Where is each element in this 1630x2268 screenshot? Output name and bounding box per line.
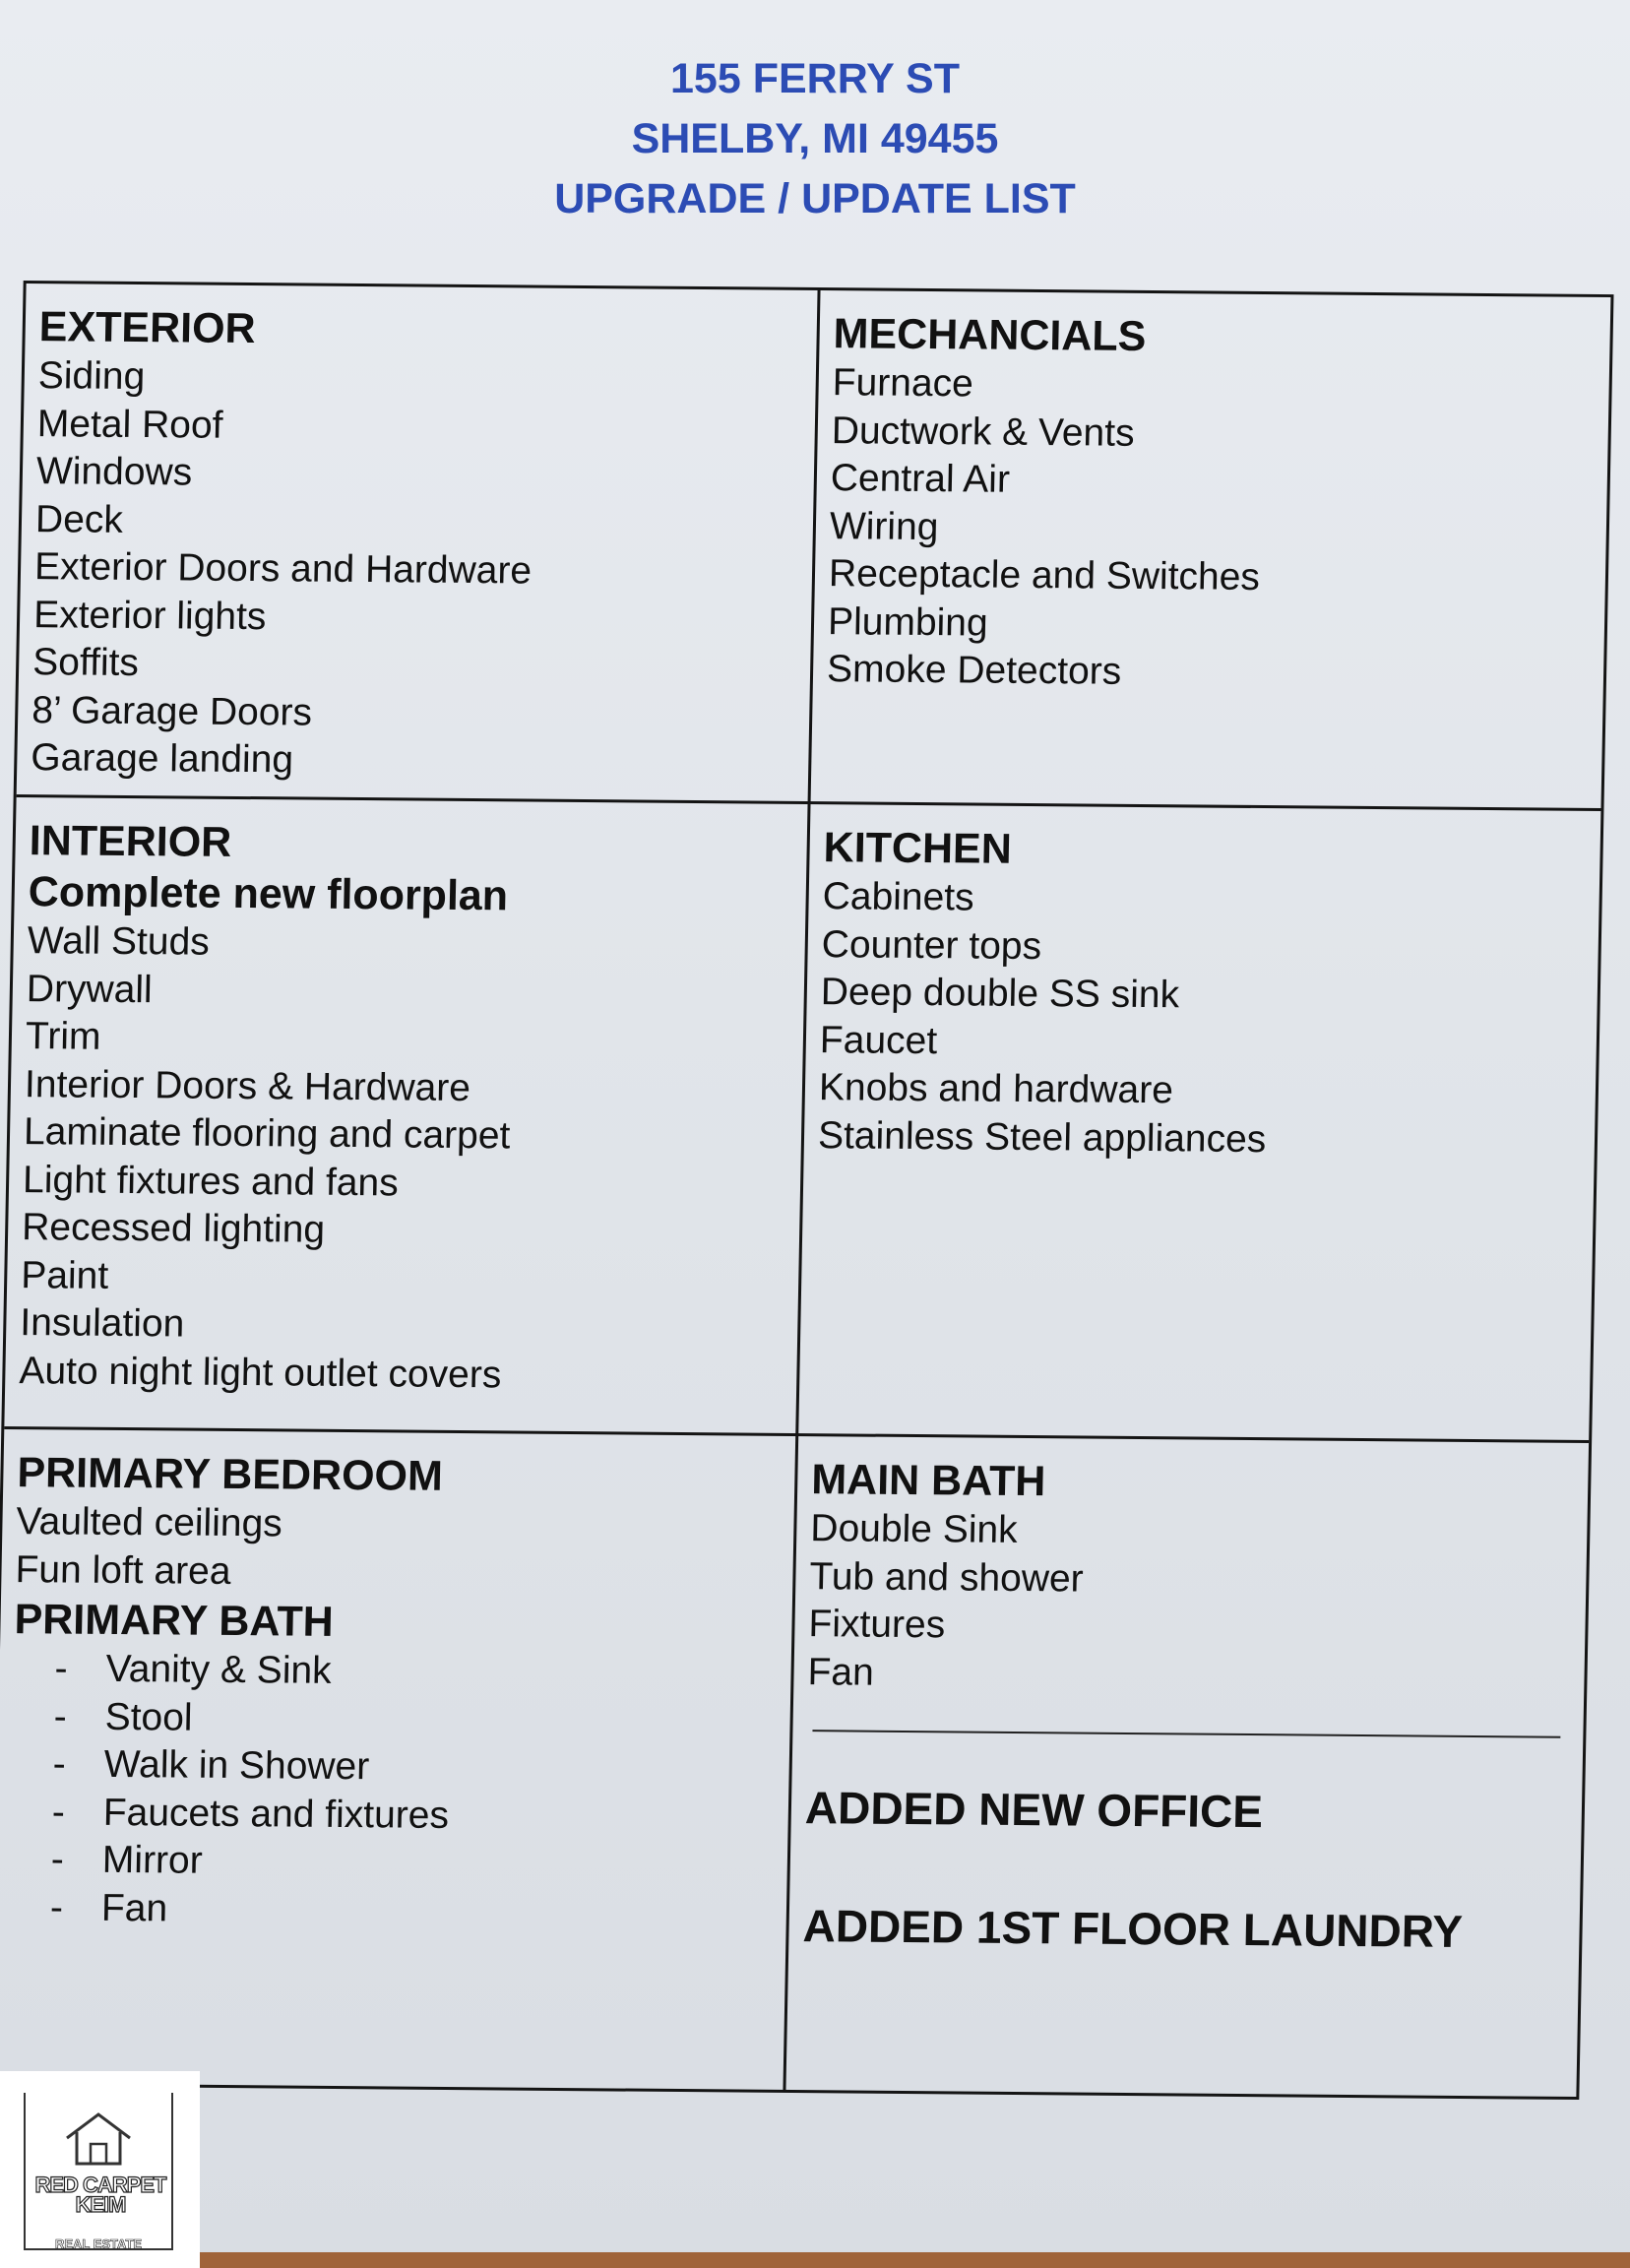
list-item: 8’ Garage Doors (31, 688, 313, 734)
interior-heading: INTERIOR (29, 817, 232, 866)
list-item: Cabinets (822, 875, 975, 919)
document-header (0, 49, 1630, 229)
red-carpet-keim-logo (0, 2071, 200, 2268)
list-item: Interior Doors & Hardware (24, 1062, 471, 1109)
list-item (12, 1693, 790, 1747)
dash-bullet: - (52, 1742, 67, 1786)
list-item: Exterior Doors and Hardware (33, 545, 533, 593)
dash-bullet: - (50, 1838, 65, 1881)
dash-bullet: - (53, 1694, 68, 1738)
list-item: Siding (37, 354, 146, 399)
list-item: Garage landing (30, 736, 294, 782)
address-line-2: SHELBY, MI 49455 (631, 115, 999, 162)
exterior-section (17, 284, 818, 788)
dash-bullet: - (49, 1885, 64, 1929)
list-item: Faucet (819, 1018, 938, 1062)
interior-subheading: Complete new floorplan (28, 868, 509, 920)
main-bath-heading: MAIN BATH (810, 1456, 1046, 1506)
main-bath-section (788, 1436, 1586, 1959)
list-item: Fixtures (808, 1603, 946, 1647)
list-item: Windows (35, 450, 193, 494)
interior-section (5, 797, 808, 1402)
list-item (9, 1836, 787, 1890)
list-item (13, 1645, 791, 1699)
logo-brand-text (22, 2175, 179, 2215)
list-item: Counter tops (821, 922, 1042, 968)
list-item-text: Stool (104, 1695, 194, 1739)
list-item: Recessed lighting (21, 1206, 326, 1251)
list-item-text: Vanity & Sink (105, 1647, 333, 1692)
list-item: Furnace (832, 361, 974, 406)
exterior-heading: EXTERIOR (38, 303, 257, 353)
table-surface-edge (0, 2252, 1630, 2268)
list-item: Double Sink (809, 1507, 1019, 1551)
list-item: Receptacle and Switches (828, 552, 1261, 598)
logo-brand-line-1: RED CARPET (34, 2173, 166, 2197)
list-item (10, 1789, 788, 1843)
divider-rule (812, 1730, 1560, 1738)
kitchen-section (804, 804, 1599, 1166)
list-item: Knobs and hardware (818, 1066, 1174, 1112)
list-item: Paint (20, 1253, 109, 1297)
primary-bedroom-heading: PRIMARY BEDROOM (16, 1449, 444, 1500)
list-item: Wiring (829, 504, 939, 548)
list-item: Trim (25, 1015, 101, 1058)
address-line-1: 155 FERRY ST (670, 55, 960, 102)
list-item (11, 1740, 789, 1795)
added-office-note: ADDED NEW OFFICE (804, 1782, 1264, 1838)
list-item: Wall Studs (27, 919, 211, 964)
list-item: Deep double SS sink (820, 971, 1180, 1017)
list-item: Tub and shower (809, 1554, 1085, 1601)
kitchen-heading: KITCHEN (823, 824, 1013, 873)
list-item: Drywall (26, 967, 154, 1011)
list-item: Fan (807, 1650, 875, 1694)
primary-bath-heading: PRIMARY BATH (14, 1596, 335, 1646)
list-item: Soffits (31, 641, 140, 685)
list-item: Smoke Detectors (826, 648, 1122, 693)
list-item: Fun loft area (15, 1547, 231, 1593)
list-item: Laminate flooring and carpet (23, 1110, 511, 1158)
list-item-text: Walk in Shower (103, 1742, 370, 1789)
logo-brand-line-2: KEIM (75, 2192, 126, 2217)
list-item: Deck (34, 497, 124, 541)
list-item-text: Mirror (101, 1838, 204, 1882)
list-item: Metal Roof (36, 402, 223, 447)
document-title: UPGRADE / UPDATE LIST (554, 175, 1076, 222)
list-item: Exterior lights (32, 593, 267, 638)
dash-bullet: - (51, 1790, 66, 1834)
list-item: Ductwork & Vents (831, 409, 1135, 455)
primary-bedroom-section (0, 1429, 795, 1938)
update-list-table (0, 281, 1614, 2100)
list-item: Vaulted ceilings (16, 1500, 283, 1545)
list-item: Insulation (19, 1301, 185, 1346)
list-item: Stainless Steel appliances (817, 1113, 1267, 1161)
mechanicals-heading: MECHANCIALS (833, 310, 1147, 360)
logo-tagline: REAL ESTATE (54, 2236, 143, 2251)
list-item: Plumbing (827, 599, 989, 645)
mechanicals-section (813, 290, 1608, 700)
house-icon (61, 2109, 136, 2170)
list-item: Light fixtures and fans (22, 1158, 400, 1204)
list-item-text: Faucets and fixtures (102, 1791, 450, 1837)
list-item (9, 1884, 787, 1938)
added-laundry-note: ADDED 1ST FLOOR LAUNDRY (802, 1900, 1464, 1957)
list-item-text: Fan (100, 1886, 168, 1929)
list-item: Auto night light outlet covers (19, 1349, 502, 1396)
dash-bullet: - (54, 1647, 69, 1690)
list-item: Central Air (830, 457, 1011, 501)
